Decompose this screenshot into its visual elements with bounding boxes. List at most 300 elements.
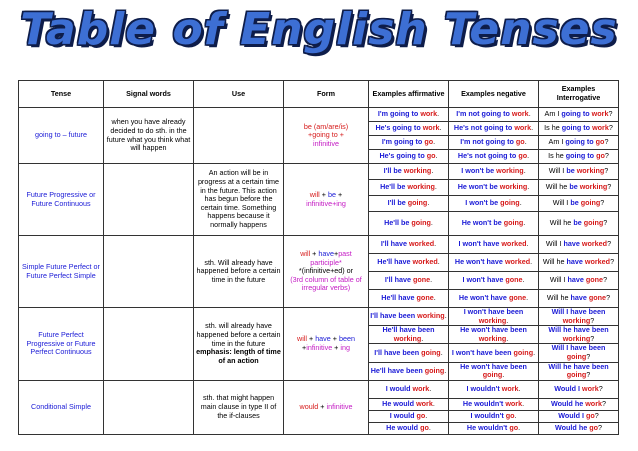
header-use: Use — [194, 81, 284, 108]
example-segment: He'll be — [384, 218, 412, 228]
example-cell — [369, 410, 449, 422]
form-plus: + — [319, 189, 328, 199]
example-segment: I won't be — [465, 198, 501, 208]
example-segment: ? — [586, 351, 591, 361]
example-segment: I wouldn't — [470, 410, 506, 420]
form-be: be (am/are/is) — [303, 121, 349, 131]
form-past-participle: past participle* — [310, 249, 352, 267]
example-segment: . — [428, 422, 431, 432]
example-segment: gone — [416, 293, 434, 303]
signal-going-to: when you have already decided to do sth. in the future what you think what will happen — [104, 108, 194, 164]
form-plus: + — [333, 249, 339, 259]
example-cell — [539, 150, 619, 164]
example-segment: have — [563, 239, 582, 249]
use-going-to — [194, 108, 284, 164]
form-future-perfect — [284, 236, 369, 308]
form-plus: + — [332, 342, 341, 352]
example-segment: work — [412, 383, 430, 393]
example-segment: go — [426, 151, 436, 161]
example-cell — [449, 272, 539, 290]
example-segment: . — [526, 293, 529, 303]
example-segment: ? — [586, 370, 591, 380]
form-been: been — [338, 334, 355, 344]
example-segment: ? — [600, 198, 605, 208]
example-segment: working — [478, 333, 507, 343]
example-segment: He won't be — [457, 182, 500, 192]
example-cell — [449, 398, 539, 410]
example-segment: I'll have — [380, 239, 409, 249]
header-form: Form — [284, 81, 369, 108]
example-segment: Will I — [545, 239, 564, 249]
example-segment: working — [562, 333, 591, 343]
example-cell — [369, 422, 449, 434]
example-segment: . — [530, 257, 533, 267]
example-segment: . — [514, 410, 517, 420]
example-segment: going to — [565, 137, 596, 147]
example-segment: He won't be — [461, 218, 504, 228]
form-infinitive-ing: infinitive+ing — [306, 198, 346, 208]
example-segment: going — [421, 347, 441, 357]
signal-conditional — [104, 380, 194, 434]
example-segment: going — [424, 365, 445, 375]
example-segment: go — [505, 410, 515, 420]
example-segment: . — [430, 275, 433, 285]
example-segment: . — [533, 347, 536, 357]
example-cell — [369, 122, 449, 136]
example-segment: ? — [604, 137, 609, 147]
example-cell — [449, 122, 539, 136]
example-cell — [369, 150, 449, 164]
example-cell — [449, 180, 539, 196]
example-segment: Will he — [545, 182, 570, 192]
example-cell — [449, 212, 539, 236]
form-infinitive: infinitive — [313, 138, 339, 148]
example-segment: Would I — [554, 383, 583, 393]
example-segment: . — [522, 398, 525, 408]
use-future-perfect: sth. Will already have happened before a certain time in the future — [194, 236, 284, 308]
example-cell — [369, 254, 449, 272]
example-segment: He wouldn't — [466, 422, 510, 432]
example-cell — [449, 150, 539, 164]
example-cell — [369, 362, 449, 380]
form-will: will — [309, 189, 320, 199]
use-conditional: sth. that might happen main clause in type II of the if-clauses — [194, 380, 284, 434]
example-segment: Will I — [552, 198, 571, 208]
example-segment: I won't have been — [463, 307, 524, 316]
example-segment: . — [437, 109, 440, 119]
example-segment: Will he — [542, 257, 567, 267]
example-segment: I won't be — [461, 166, 497, 176]
example-segment: Is he — [544, 123, 562, 133]
example-cell — [539, 108, 619, 122]
example-segment: ? — [590, 333, 595, 343]
example-segment: go — [416, 410, 426, 420]
form-have: have — [315, 334, 331, 344]
signal-future-perfect — [104, 236, 194, 308]
example-cell — [539, 422, 619, 434]
example-cell — [539, 180, 619, 196]
example-segment: working — [579, 182, 608, 192]
example-segment: He won't have been — [460, 325, 527, 335]
example-segment: . — [444, 365, 447, 375]
example-cell — [369, 236, 449, 254]
example-segment: . — [444, 311, 447, 321]
example-segment: working — [417, 311, 445, 321]
form-going-to — [284, 108, 369, 164]
example-segment: be — [573, 218, 584, 228]
example-cell — [539, 290, 619, 308]
example-segment: work — [416, 398, 433, 408]
example-segment: . — [528, 109, 531, 119]
example-cell — [539, 196, 619, 212]
form-going-to-word: +going to + — [308, 130, 344, 140]
example-segment: I'm not going to — [456, 109, 512, 119]
example-segment: ? — [608, 123, 613, 133]
example-cell — [449, 410, 539, 422]
form-be: be — [327, 189, 336, 199]
example-segment: working — [403, 166, 432, 176]
example-segment: . — [502, 370, 505, 380]
example-segment: worked — [408, 239, 435, 249]
example-cell — [539, 362, 619, 380]
form-will: will — [297, 334, 307, 344]
form-would: would — [299, 401, 319, 411]
example-cell — [449, 344, 539, 362]
example-segment: gone — [585, 275, 604, 285]
example-segment: He'll have been — [370, 365, 425, 375]
example-segment: going — [566, 351, 587, 361]
example-segment: ? — [603, 218, 608, 228]
example-segment: He's not going to — [457, 151, 519, 161]
example-segment: I'll have been — [370, 311, 418, 321]
example-segment: . — [431, 166, 434, 176]
example-segment: going to — [561, 123, 593, 133]
form-future-progressive — [284, 164, 369, 236]
example-segment: . — [518, 422, 521, 432]
example-segment: gone — [508, 293, 527, 303]
example-segment: Would he — [555, 422, 590, 432]
example-segment: work — [422, 123, 440, 133]
example-segment: have — [566, 257, 585, 267]
example-segment: working — [499, 182, 528, 192]
example-cell — [539, 212, 619, 236]
example-segment: working — [496, 166, 524, 176]
example-segment: be — [569, 182, 580, 192]
example-cell — [449, 290, 539, 308]
example-segment: Will he have been — [548, 325, 609, 335]
example-segment: working — [576, 166, 605, 176]
example-segment: He'll have been — [382, 325, 435, 335]
example-segment: gone — [412, 275, 431, 285]
header-aff: Examples affirmative — [369, 81, 449, 108]
tense-going-to: going to – future — [19, 108, 104, 164]
example-segment: . — [425, 410, 428, 420]
form-plus: + — [330, 334, 339, 344]
example-segment: . — [527, 182, 530, 192]
example-segment: working — [393, 333, 422, 343]
form-infinitive: infinitive — [306, 342, 333, 352]
example-segment: ? — [610, 257, 615, 267]
example-segment: going — [513, 347, 534, 357]
example-segment: . — [524, 137, 527, 147]
example-segment: go — [586, 410, 595, 420]
example-cell — [369, 272, 449, 290]
example-segment: going — [411, 218, 431, 228]
example-cell — [369, 108, 449, 122]
example-segment: working — [478, 315, 507, 325]
signal-future-perfect-progressive — [104, 308, 194, 381]
example-segment: ? — [607, 239, 612, 249]
example-segment: going to — [561, 109, 592, 119]
example-segment: gone — [505, 275, 523, 285]
example-segment: Will he — [546, 293, 571, 303]
example-cell — [449, 196, 539, 212]
example-cell — [539, 326, 619, 344]
example-segment: work — [591, 109, 609, 119]
example-segment: working — [407, 182, 435, 192]
header-int: Examples Interrogative — [539, 81, 619, 108]
example-segment: I would — [389, 410, 417, 420]
tenses-table — [18, 80, 619, 435]
example-cell — [369, 380, 449, 398]
example-segment: ? — [608, 109, 613, 119]
example-cell — [369, 196, 449, 212]
example-cell — [369, 164, 449, 180]
example-segment: . — [439, 123, 442, 133]
form-plus: + — [306, 334, 316, 344]
example-cell — [449, 326, 539, 344]
example-cell — [369, 344, 449, 362]
example-segment: gone — [588, 293, 607, 303]
example-segment: go — [509, 422, 519, 432]
example-segment: ? — [602, 398, 606, 408]
form-conditional — [284, 380, 369, 434]
example-segment: . — [433, 293, 436, 303]
example-segment: work — [592, 123, 609, 133]
example-segment: . — [518, 383, 521, 393]
example-segment: I'm going to — [381, 137, 425, 147]
example-cell — [449, 254, 539, 272]
example-segment: going to — [565, 151, 597, 161]
example-segment: He wouldn't — [462, 398, 506, 408]
example-segment: Am I — [544, 109, 562, 119]
example-cell — [449, 108, 539, 122]
example-segment: worked — [501, 239, 527, 249]
example-cell — [369, 212, 449, 236]
example-segment: work — [511, 109, 529, 119]
form-future-perfect-progressive — [284, 308, 369, 381]
example-segment: . — [506, 315, 509, 325]
form-ing: ing — [340, 342, 350, 352]
example-segment: . — [523, 218, 526, 228]
example-segment: going — [503, 218, 524, 228]
example-cell — [539, 236, 619, 254]
example-segment: work — [514, 123, 532, 133]
use-text: sth. will already have happened before a certain time in the future — [196, 321, 281, 348]
example-segment: go — [595, 137, 605, 147]
example-cell — [539, 308, 619, 326]
example-segment: ? — [607, 182, 612, 192]
example-segment: He's not going to — [453, 123, 515, 133]
example-segment: working — [562, 315, 591, 325]
example-segment: I wouldn't — [466, 383, 502, 393]
example-segment: go — [424, 137, 434, 147]
example-segment: I won't have — [458, 239, 502, 249]
example-segment: be — [566, 166, 577, 176]
example-cell — [449, 422, 539, 434]
signal-future-progressive — [104, 164, 194, 236]
example-cell — [539, 164, 619, 180]
page-title: Table of English Tenses — [20, 4, 618, 55]
example-segment: I'm not going to — [460, 137, 516, 147]
example-segment: ? — [598, 422, 602, 432]
example-segment: ? — [604, 151, 609, 161]
example-segment: go — [515, 137, 525, 147]
example-segment: going — [482, 370, 503, 380]
header-tense: Tense — [19, 81, 104, 108]
example-segment: . — [435, 151, 438, 161]
example-segment: He'll have — [381, 293, 417, 303]
example-segment: . — [519, 198, 522, 208]
example-segment: Would he — [551, 398, 586, 408]
example-segment: have — [570, 293, 589, 303]
example-segment: He would — [382, 398, 417, 408]
example-cell — [539, 398, 619, 410]
example-segment: Would I — [558, 410, 587, 420]
example-segment: going — [580, 198, 601, 208]
example-segment: worked — [584, 257, 611, 267]
example-segment: work — [501, 383, 519, 393]
example-cell — [369, 136, 449, 150]
example-segment: He won't have — [458, 293, 509, 303]
example-segment: work — [582, 383, 599, 393]
example-segment: be — [570, 198, 581, 208]
form-infinitive: infinitive — [326, 401, 353, 411]
form-plus: + — [310, 249, 319, 259]
example-segment: ? — [604, 166, 609, 176]
example-segment: Am I — [548, 137, 566, 147]
example-segment: Will he have been — [548, 362, 609, 371]
use-emphasis: emphasis: length of time of an action — [196, 347, 281, 365]
example-segment: . — [434, 239, 437, 249]
example-segment: Will he — [549, 218, 574, 228]
example-cell — [449, 380, 539, 398]
example-segment: Is he — [548, 151, 566, 161]
example-cell — [369, 180, 449, 196]
example-segment: . — [430, 218, 433, 228]
example-segment: have — [567, 275, 586, 285]
example-segment: . — [433, 137, 436, 147]
form-irregular: (3rd column of table of irregular verbs) — [290, 274, 362, 293]
example-cell — [539, 136, 619, 150]
example-segment: . — [434, 182, 437, 192]
example-segment: . — [427, 198, 430, 208]
example-cell — [369, 398, 449, 410]
example-segment: worked — [581, 239, 608, 249]
example-segment: going — [583, 218, 604, 228]
example-segment: Will I have been — [551, 307, 606, 316]
example-segment: . — [432, 398, 435, 408]
example-segment: Will I — [549, 275, 568, 285]
example-segment: He won't have — [454, 257, 505, 267]
example-segment: He would — [386, 422, 421, 432]
example-cell — [539, 344, 619, 362]
example-cell — [449, 308, 539, 326]
example-segment: work — [420, 109, 438, 119]
example-cell — [369, 326, 449, 344]
example-cell — [449, 362, 539, 380]
example-segment: . — [526, 239, 529, 249]
example-cell — [539, 122, 619, 136]
example-segment: ? — [594, 410, 599, 420]
form-plus: + — [318, 401, 327, 411]
example-segment: ? — [606, 293, 611, 303]
example-segment: He'll be — [380, 182, 408, 192]
use-future-perfect-progressive — [194, 308, 284, 381]
example-segment: I'll have — [384, 275, 413, 285]
example-segment: going — [566, 370, 587, 380]
example-segment: go — [420, 422, 429, 432]
example-segment: Will I have been — [551, 343, 606, 353]
example-segment: He'll have — [377, 257, 413, 267]
example-cell — [539, 410, 619, 422]
form-plus: + — [335, 189, 343, 199]
example-segment: work — [585, 398, 602, 408]
tense-future-perfect-progressive: Future Perfect Progressive or Future Perfect Continuous — [19, 308, 104, 381]
example-segment: . — [421, 333, 424, 343]
example-segment: . — [437, 257, 440, 267]
example-segment: ? — [590, 315, 595, 325]
use-future-progressive: An action will be in progress at a certain time in the future. This action has begun before the certain time. Something happens because it normally happens — [194, 164, 284, 236]
example-segment: I'll be — [387, 198, 408, 208]
tense-conditional: Conditional Simple — [19, 380, 104, 434]
example-segment: I would — [385, 383, 413, 393]
tense-future-perfect: Simple Future Perfect or Future Perfect Simple — [19, 236, 104, 308]
example-cell — [449, 164, 539, 180]
example-segment: worked — [504, 257, 531, 267]
example-segment: ? — [603, 275, 608, 285]
example-segment: go — [518, 151, 528, 161]
example-segment: I'm going to — [377, 109, 421, 119]
example-segment: worked — [412, 257, 438, 267]
example-segment: He won't have been — [460, 362, 527, 371]
tense-future-progressive: Future Progressive or Future Continuous — [19, 164, 104, 236]
example-segment: He's going to — [379, 151, 427, 161]
example-segment: I won't have — [462, 275, 506, 285]
example-cell — [449, 136, 539, 150]
example-segment: He's going to — [375, 123, 423, 133]
form-will: will — [300, 249, 311, 259]
example-segment: . — [440, 347, 443, 357]
example-segment: ? — [598, 383, 603, 393]
example-segment: I won't have been — [451, 347, 514, 357]
form-plus: + — [302, 342, 307, 352]
example-cell — [539, 254, 619, 272]
example-cell — [539, 380, 619, 398]
example-cell — [369, 290, 449, 308]
example-segment: . — [523, 166, 526, 176]
header-neg: Examples negative — [449, 81, 539, 108]
form-have: have — [318, 249, 334, 259]
example-segment: . — [506, 333, 509, 343]
example-cell — [369, 308, 449, 326]
example-cell — [539, 272, 619, 290]
form-note: *(infinitive+ed) or — [298, 266, 354, 276]
example-segment: go — [589, 422, 598, 432]
example-segment: Will I — [548, 166, 567, 176]
header-row — [19, 81, 619, 108]
example-segment: . — [531, 123, 534, 133]
